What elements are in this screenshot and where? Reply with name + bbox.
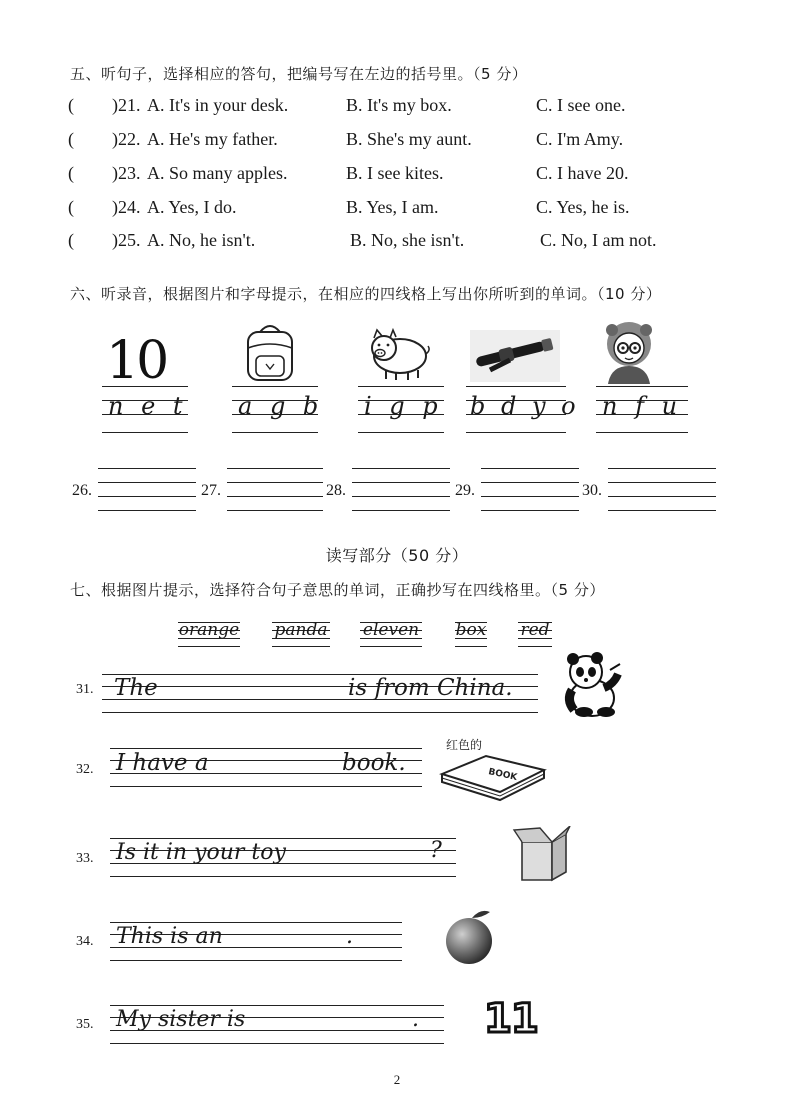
word-option-text: eleven — [362, 620, 420, 640]
option-b: B. No, she isn't. — [350, 230, 465, 250]
hint-grid-27 — [232, 386, 324, 432]
option-c: C. I see one. — [536, 95, 626, 115]
panda-icon — [560, 650, 626, 718]
writing-grid-35[interactable] — [110, 1005, 444, 1043]
word-option-text: orange — [178, 620, 240, 640]
section6-title: 六、听录音，根据图片和字母提示，在相应的四线格上写出你所听到的单词。（10 分） — [70, 285, 662, 303]
question-number: 32. — [76, 762, 94, 777]
sentence-end: ? — [430, 838, 442, 863]
answer-number: 26. — [72, 482, 92, 499]
question-row — [0, 95, 794, 121]
hint-letters: b d y o — [470, 392, 580, 420]
question-number: 34. — [76, 934, 94, 949]
sentence-start: Is it in your toy — [116, 840, 286, 865]
question-row — [0, 230, 794, 256]
sentence-start: I have a — [116, 750, 209, 776]
answer-paren[interactable]: ( — [68, 197, 74, 217]
orange-fruit-icon — [442, 908, 498, 966]
number-ten-label: 10 — [106, 331, 167, 391]
answer-number: 27. — [201, 482, 221, 499]
option-b: B. Yes, I am. — [346, 197, 439, 217]
word-option — [272, 620, 330, 646]
number-eleven-label: 11 — [484, 996, 538, 1042]
option-a: A. No, he isn't. — [147, 230, 256, 250]
word-option-text: red — [520, 620, 550, 640]
writing-grid-34[interactable] — [110, 922, 402, 960]
hint-grid-29 — [466, 386, 580, 432]
word-option-text: panda — [274, 620, 328, 640]
question-number: )21. — [112, 95, 141, 115]
sentence-end: . — [412, 1007, 419, 1032]
sentence-start: This is an — [116, 924, 223, 949]
hint-grid-28 — [358, 386, 444, 432]
option-a: A. Yes, I do. — [147, 197, 237, 217]
writing-grid-32[interactable] — [110, 748, 422, 786]
answer-number: 28. — [326, 482, 346, 499]
hint-letters: n f u — [602, 392, 683, 420]
word-option — [178, 620, 240, 646]
answer-grid-29[interactable] — [481, 468, 579, 510]
question-row — [0, 197, 794, 223]
answer-number: 29. — [455, 482, 475, 499]
question-number: 33. — [76, 851, 94, 866]
section5-title: 五、听句子，选择相应的答句，把编号写在左边的括号里。（5 分） — [70, 65, 528, 83]
question-row — [0, 129, 794, 155]
answer-paren[interactable]: ( — [68, 230, 74, 250]
option-a: A. He's my father. — [147, 129, 278, 149]
question-number: 35. — [76, 1017, 94, 1032]
schoolbag-icon — [242, 322, 298, 384]
sentence-start: The — [114, 675, 158, 701]
answer-paren[interactable]: ( — [68, 129, 74, 149]
pig-icon — [364, 328, 432, 382]
word-option — [518, 620, 552, 646]
page-number: 2 — [393, 1072, 401, 1087]
question-number: )22. — [112, 129, 141, 149]
book-icon — [438, 752, 548, 804]
baton-icon — [470, 330, 560, 382]
answer-grid-27[interactable] — [227, 468, 323, 510]
option-c: C. Yes, he is. — [536, 197, 630, 217]
hint-letters: i g p — [364, 392, 443, 420]
option-a: A. It's in your desk. — [147, 95, 289, 115]
hint-grid-26 — [102, 386, 188, 432]
sentence-end: . — [346, 924, 353, 949]
option-c: C. I have 20. — [536, 163, 629, 183]
question-number: )25. — [112, 230, 141, 250]
hint-letters: a g b — [238, 392, 324, 420]
box-icon — [512, 826, 572, 882]
question-number: )23. — [112, 163, 141, 183]
answer-number: 30. — [582, 482, 602, 499]
hint-letters: n e t — [108, 392, 188, 420]
writing-grid-33[interactable] — [110, 838, 456, 876]
option-b: B. She's my aunt. — [346, 129, 472, 149]
option-c: C. I'm Amy. — [536, 129, 624, 149]
word-option-text: box — [455, 620, 487, 640]
answer-grid-26[interactable] — [98, 468, 196, 510]
number-ten-icon — [106, 331, 186, 391]
option-b: B. It's my box. — [346, 95, 452, 115]
sentence-start: My sister is — [116, 1007, 246, 1032]
answer-paren[interactable]: ( — [68, 95, 74, 115]
hint-red-label: 红色的 — [446, 738, 483, 752]
option-a: A. So many apples. — [147, 163, 288, 183]
word-option — [455, 620, 487, 646]
book-cover-label: BOOK — [487, 767, 518, 783]
girl-with-glasses-icon — [596, 318, 662, 384]
question-number: )24. — [112, 197, 141, 217]
option-b: B. I see kites. — [346, 163, 444, 183]
sentence-end: book. — [342, 750, 406, 776]
hint-grid-30 — [596, 386, 688, 432]
option-c: C. No, I am not. — [540, 230, 657, 250]
section7-title: 七、根据图片提示，选择符合句子意思的单词，正确抄写在四线格里。（5 分） — [70, 581, 605, 599]
writing-grid-31[interactable] — [102, 674, 538, 712]
answer-paren[interactable]: ( — [68, 163, 74, 183]
number-eleven-icon — [484, 996, 540, 1042]
question-number: 31. — [76, 682, 94, 697]
answer-grid-30[interactable] — [608, 468, 716, 510]
word-option — [360, 620, 422, 646]
answer-grid-28[interactable] — [352, 468, 450, 510]
part-title: 读写部分（50 分） — [325, 546, 469, 565]
question-row — [0, 163, 794, 189]
sentence-end: is from China. — [348, 675, 513, 701]
